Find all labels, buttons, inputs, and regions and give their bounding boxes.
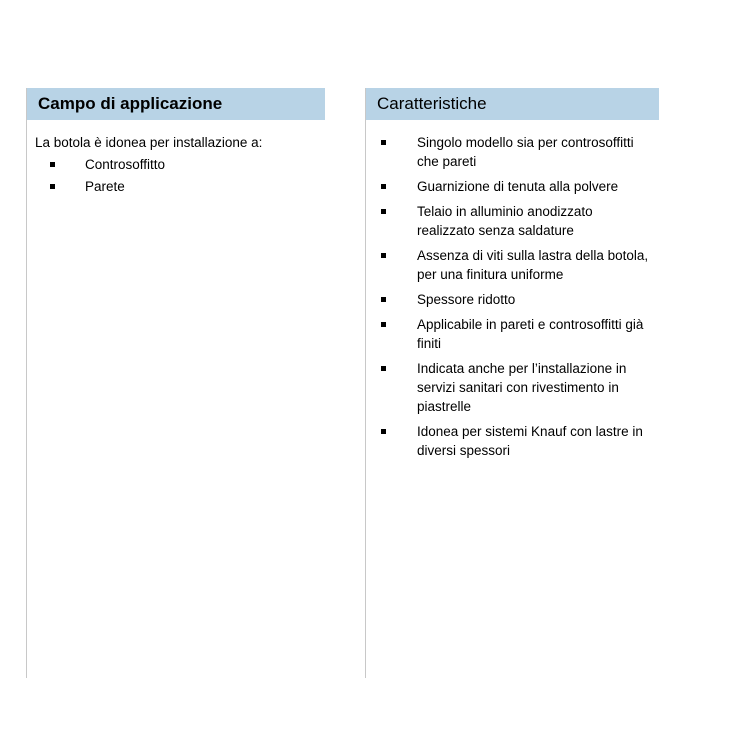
- application-intro-text: La botola è idonea per installazione a:: [35, 135, 263, 150]
- square-bullet-icon: [381, 253, 386, 258]
- application-list: [27, 155, 325, 196]
- list-item-text: Controsoffitto: [85, 157, 166, 172]
- features-list: [366, 133, 659, 460]
- list-item-text: Parete: [85, 179, 125, 194]
- square-bullet-icon: [381, 322, 386, 327]
- list-item-text: Spessore ridotto: [417, 292, 516, 307]
- list-item: [366, 133, 659, 171]
- list-item: [366, 202, 659, 240]
- square-bullet-icon: [381, 297, 386, 302]
- list-item: [366, 315, 659, 353]
- square-bullet-icon: [381, 209, 386, 214]
- application-field-section: [26, 88, 325, 678]
- application-field-heading: Campo di applicazione: [27, 88, 325, 120]
- square-bullet-icon: [381, 429, 386, 434]
- list-item-text: Indicata anche per l’installazione in servizi sanitari con rivestimento in piastrelle: [417, 361, 627, 414]
- list-item-text: Idonea per sistemi Knauf con lastre in diversi spessori: [417, 424, 643, 458]
- list-item-text: Assenza di viti sulla lastra della botola, per una finitura uniforme: [417, 248, 649, 282]
- list-item: [27, 177, 325, 196]
- square-bullet-icon: [381, 366, 386, 371]
- features-heading: Caratteristiche: [366, 88, 659, 120]
- features-section: [365, 88, 659, 678]
- square-bullet-icon: [381, 184, 386, 189]
- square-bullet-icon: [50, 184, 55, 189]
- list-item-text: Guarnizione di tenuta alla polvere: [417, 179, 619, 194]
- list-item: [366, 246, 659, 284]
- list-item: [366, 422, 659, 460]
- square-bullet-icon: [381, 140, 386, 145]
- list-item: [366, 177, 659, 196]
- square-bullet-icon: [50, 162, 55, 167]
- list-item: [366, 359, 659, 416]
- list-item-text: Telaio in alluminio anodizzato realizzato senza saldature: [417, 204, 593, 238]
- list-item: [366, 290, 659, 309]
- list-item: [27, 155, 325, 174]
- list-item-text: Singolo modello sia per controsoffitti che pareti: [417, 135, 634, 169]
- list-item-text: Applicabile in pareti e controsoffitti già finiti: [417, 317, 644, 351]
